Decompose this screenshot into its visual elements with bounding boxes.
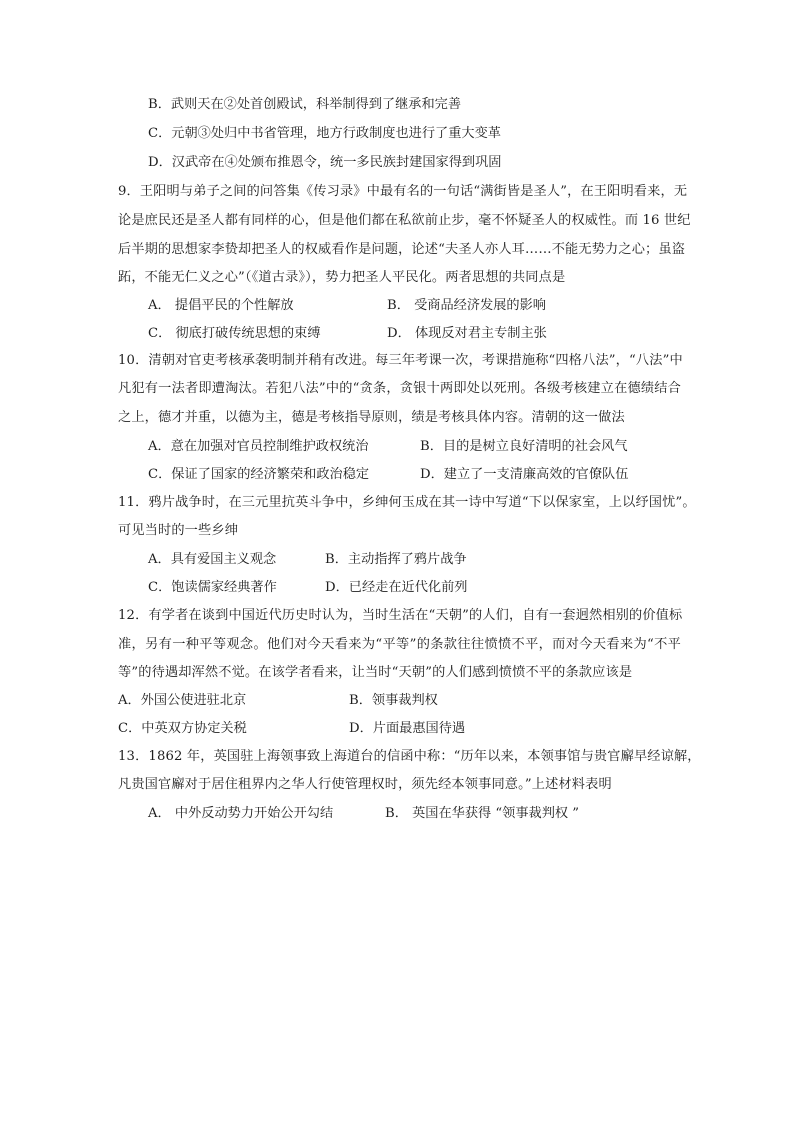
q10-stem-line: 凡犯有一法者即遭淘汰。若犯八法”中的“贪条，贪银十两即处以死刑。各级考核建立在德绩结合 [118,381,681,396]
q11-option-d: D．已经走在近代化前列 [325,580,468,595]
q9-stem-line: 跖，不能无仁义之心”（《道古录》），势力把圣人平民化。两者思想的共同点是 [118,270,566,285]
q8-option-b: B．武则天在②处首创殿试，科举制得到了继承和完善 [148,97,462,112]
q11-stem-line: 11．鸦片战争时，在三元里抗英斗争中，乡绅何玉成在其一诗中写道“下以保家室，上以纾国忧”。 [118,495,696,510]
q11-option-c: C．饱读儒家经典著作 [148,580,277,595]
q8-option-c: C．元朝③处归中书省管理，地方行政制度也进行了重大变革 [148,126,501,141]
q10-option-c: C．保证了国家的经济繁荣和政治稳定 [148,467,370,482]
q12-option-b: B．领事裁判权 [349,693,438,708]
q9-stem-line: 后半期的思想家李贽却把圣人的权威看作是问题，论述“夫圣人亦人耳……不能无势力之心；虽盗 [118,242,686,257]
q11-option-b: B．主动指挥了鸦片战争 [325,552,467,567]
q10-option-a: A．意在加强对官员控制维护政权统治 [148,439,369,454]
q9-stem-line: 论是庶民还是圣人都有同样的心，但是他们都在私欲前止步，毫不怀疑圣人的权威性。而 16 世纪 [118,213,691,228]
q12-stem-line: 等”的待遇却浑然不觉。在该学者看来，让当时“天朝”的人们感到愤愤不平的条款应该是 [118,665,633,680]
q8-option-d: D．汉武帝在④处颁布推恩令，统一多民族封建国家得到巩固 [148,155,502,170]
q9-option-a: A． 提倡平民的个性解放 [148,298,294,313]
q13-option-b: B． 英国在华获得 “领事裁判权 ” [385,806,579,821]
q12-stem-line: 准，另有一种平等观念。他们对今天看来为“平等”的条款往往愤愤不平，而对今天看来为“不平 [118,637,681,652]
q9-stem-line: 9．王阳明与弟子之间的问答集《传习录》中最有名的一句话“满街皆是圣人”，在王阳明看来，无 [118,184,688,199]
q11-stem-line: 可见当时的一些乡绅 [118,523,239,538]
q13-stem-line: 13．1862 年，英国驻上海领事致上海道台的信函中称：“历年以来，本领事馆与贵官廨早经谅解， [118,749,701,764]
q11-option-a: A．具有爱国主义观念 [148,552,277,567]
q9-option-d: D． 体现反对君主专制主张 [387,326,547,341]
q10-option-d: D．建立了一支清廉高效的官僚队伍 [420,467,629,482]
q10-option-b: B．目的是树立良好清明的社会风气 [420,439,628,454]
q9-option-b: B． 受商品经济发展的影响 [387,298,546,313]
q13-option-a: A． 中外反动势力开始公开勾结 [148,806,334,821]
q12-option-c: C．中英双方协定关税 [118,721,247,736]
q10-stem-line: 之上，德才并重，以德为主，德是考核指导原则，绩是考核具体内容。清朝的这一做法 [118,410,625,425]
q10-stem-line: 10．清朝对官吏考核承袭明制并稍有改进。每三年考课一次，考课措施称“四格八法”，“八法”中 [118,353,683,368]
q12-stem-line: 12．有学者在谈到中国近代历史时认为，当时生活在“天朝”的人们，自有一套迥然相别的价值标 [118,608,683,623]
q12-option-a: A．外国公使进驻北京 [118,693,247,708]
q9-option-c: C． 彻底打破传统思想的束缚 [148,326,321,341]
q13-stem-line: 凡贵国官廨对于居住租界内之华人行使管理权时，须先经本领事同意。”上述材料表明 [118,777,612,792]
q12-option-d: D．片面最惠国待遇 [349,721,466,736]
